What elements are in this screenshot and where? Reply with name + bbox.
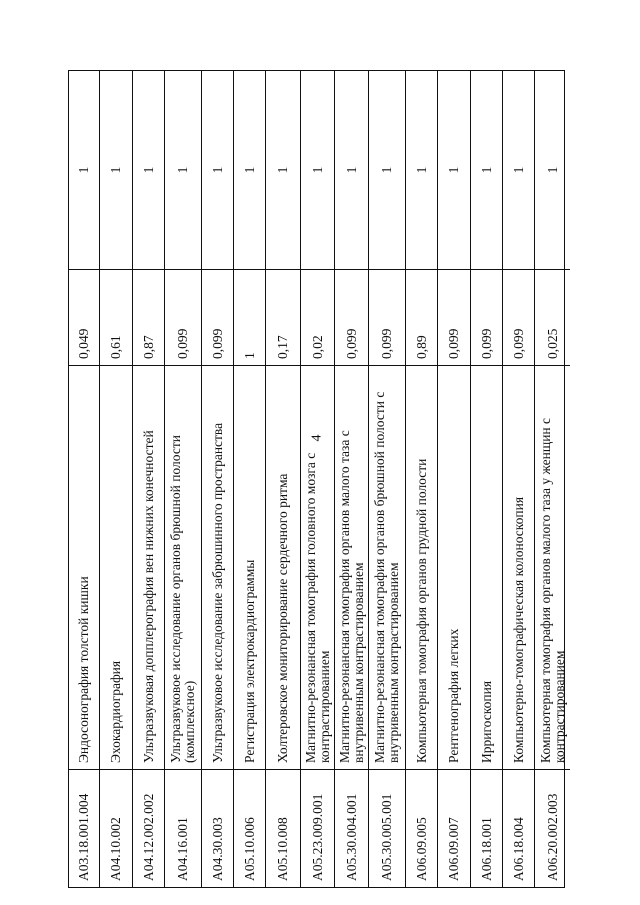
frequency-cell: 0,025 xyxy=(535,269,570,365)
table-row xyxy=(301,71,335,887)
multiplicity-cell: 1 xyxy=(510,166,526,174)
service-name-cell: Компьютерно-томографическая колоноскопия xyxy=(503,365,534,769)
table-row xyxy=(471,71,503,887)
multiplicity-cell: 1 xyxy=(379,166,394,174)
table-row xyxy=(438,71,471,887)
service-code-cell: A05.10.006 xyxy=(234,769,265,887)
service-name-cell: Рентгенография легких xyxy=(438,365,470,769)
page-number: 4 xyxy=(309,434,325,442)
frequency-cell: 0,099 xyxy=(335,269,368,365)
service-code-cell: A03.18.001.004 xyxy=(69,769,99,887)
multiplicity-cell: 1 xyxy=(209,166,225,174)
table-row xyxy=(234,71,266,887)
table-row xyxy=(133,71,165,887)
table-row xyxy=(503,71,535,887)
service-name-cell: Компьютерная томография органов малого таза у женщин с контрастированием xyxy=(535,365,570,769)
frequency-cell: 0,17 xyxy=(266,269,300,365)
multiplicity-cell: 1 xyxy=(140,166,156,174)
multiplicity-cell: 1 xyxy=(275,166,290,174)
service-code-cell: A06.09.005 xyxy=(406,769,437,887)
multiplicity-cell: 1 xyxy=(478,166,494,174)
table-rotation-wrapper xyxy=(68,70,565,888)
service-code-cell: A04.12.002.002 xyxy=(133,769,164,887)
frequency-cell: 0,049 xyxy=(69,269,99,365)
service-code-cell: A04.16.001 xyxy=(165,769,201,887)
service-code-cell: A05.23.009.001 xyxy=(301,769,334,887)
service-name-cell: Эндосонография толстой кишки xyxy=(69,365,99,769)
service-code-cell: A06.18.001 xyxy=(471,769,502,887)
service-code-cell: A05.10.008 xyxy=(266,769,300,887)
frequency-cell: 0,099 xyxy=(503,269,534,365)
service-name-cell: Магнитно-резонансная томография органов малого таза с внутривенным контрастированием xyxy=(335,365,368,769)
services-table xyxy=(68,70,565,888)
service-code-cell: A05.30.004.001 xyxy=(335,769,368,887)
multiplicity-cell: 1 xyxy=(241,166,257,174)
frequency-cell: 0,89 xyxy=(406,269,437,365)
table-row xyxy=(406,71,438,887)
service-code-cell: A06.20.002.003 xyxy=(535,769,570,887)
table-row xyxy=(100,71,133,887)
service-name-cell: Регистрация электрокардиограммы xyxy=(234,365,265,769)
frequency-cell: 0,099 xyxy=(202,269,233,365)
frequency-cell: 0,099 xyxy=(369,269,405,365)
frequency-cell: 0,61 xyxy=(100,269,132,365)
service-name-cell: Компьютерная томография органов грудной полости xyxy=(406,365,437,769)
service-name-cell: Ирригоскопия xyxy=(471,365,502,769)
service-code-cell: A04.30.003 xyxy=(202,769,233,887)
table-row xyxy=(335,71,369,887)
table-row xyxy=(369,71,406,887)
multiplicity-cell: 1 xyxy=(108,166,123,174)
frequency-cell: 0,099 xyxy=(438,269,470,365)
service-code-cell: A05.30.005.001 xyxy=(369,769,405,887)
service-name-cell: Ультразвуковое исследование забрюшинного пространства xyxy=(202,365,233,769)
service-name-cell: Холтеровское мониторирование сердечного ритма xyxy=(266,365,300,769)
service-code-cell: A06.18.004 xyxy=(503,769,534,887)
service-code-cell: A06.09.007 xyxy=(438,769,470,887)
frequency-cell: 0,099 xyxy=(471,269,502,365)
table-row xyxy=(69,71,100,887)
frequency-cell: 0,87 xyxy=(133,269,164,365)
table-row xyxy=(165,71,202,887)
multiplicity-cell: 1 xyxy=(175,166,190,174)
service-name-cell: Ультразвуковая допплерография вен нижних конечностей xyxy=(133,365,164,769)
multiplicity-cell: 1 xyxy=(76,166,91,174)
multiplicity-cell: 1 xyxy=(544,166,560,174)
service-name-cell: Ультразвуковое исследование органов брюшной полости (комплексное) xyxy=(165,365,201,769)
service-name-cell: Эхокардиография xyxy=(100,365,132,769)
table-row xyxy=(266,71,301,887)
frequency-cell: 0,099 xyxy=(165,269,201,365)
service-code-cell: A04.10.002 xyxy=(100,769,132,887)
frequency-cell: 0,02 xyxy=(301,269,334,365)
multiplicity-cell: 1 xyxy=(343,166,359,174)
multiplicity-cell: 1 xyxy=(413,166,429,174)
service-name-cell: Магнитно-резонансная томография головного мозга с контрастированием xyxy=(301,365,334,769)
table-row xyxy=(535,71,570,887)
service-name-cell: Магнитно-резонансная томография органов брюшной полости с внутривенным контрастированием xyxy=(369,365,405,769)
multiplicity-cell: 1 xyxy=(446,166,461,174)
frequency-cell: 1 xyxy=(234,269,265,365)
table-row xyxy=(202,71,234,887)
multiplicity-cell: 1 xyxy=(309,166,325,174)
